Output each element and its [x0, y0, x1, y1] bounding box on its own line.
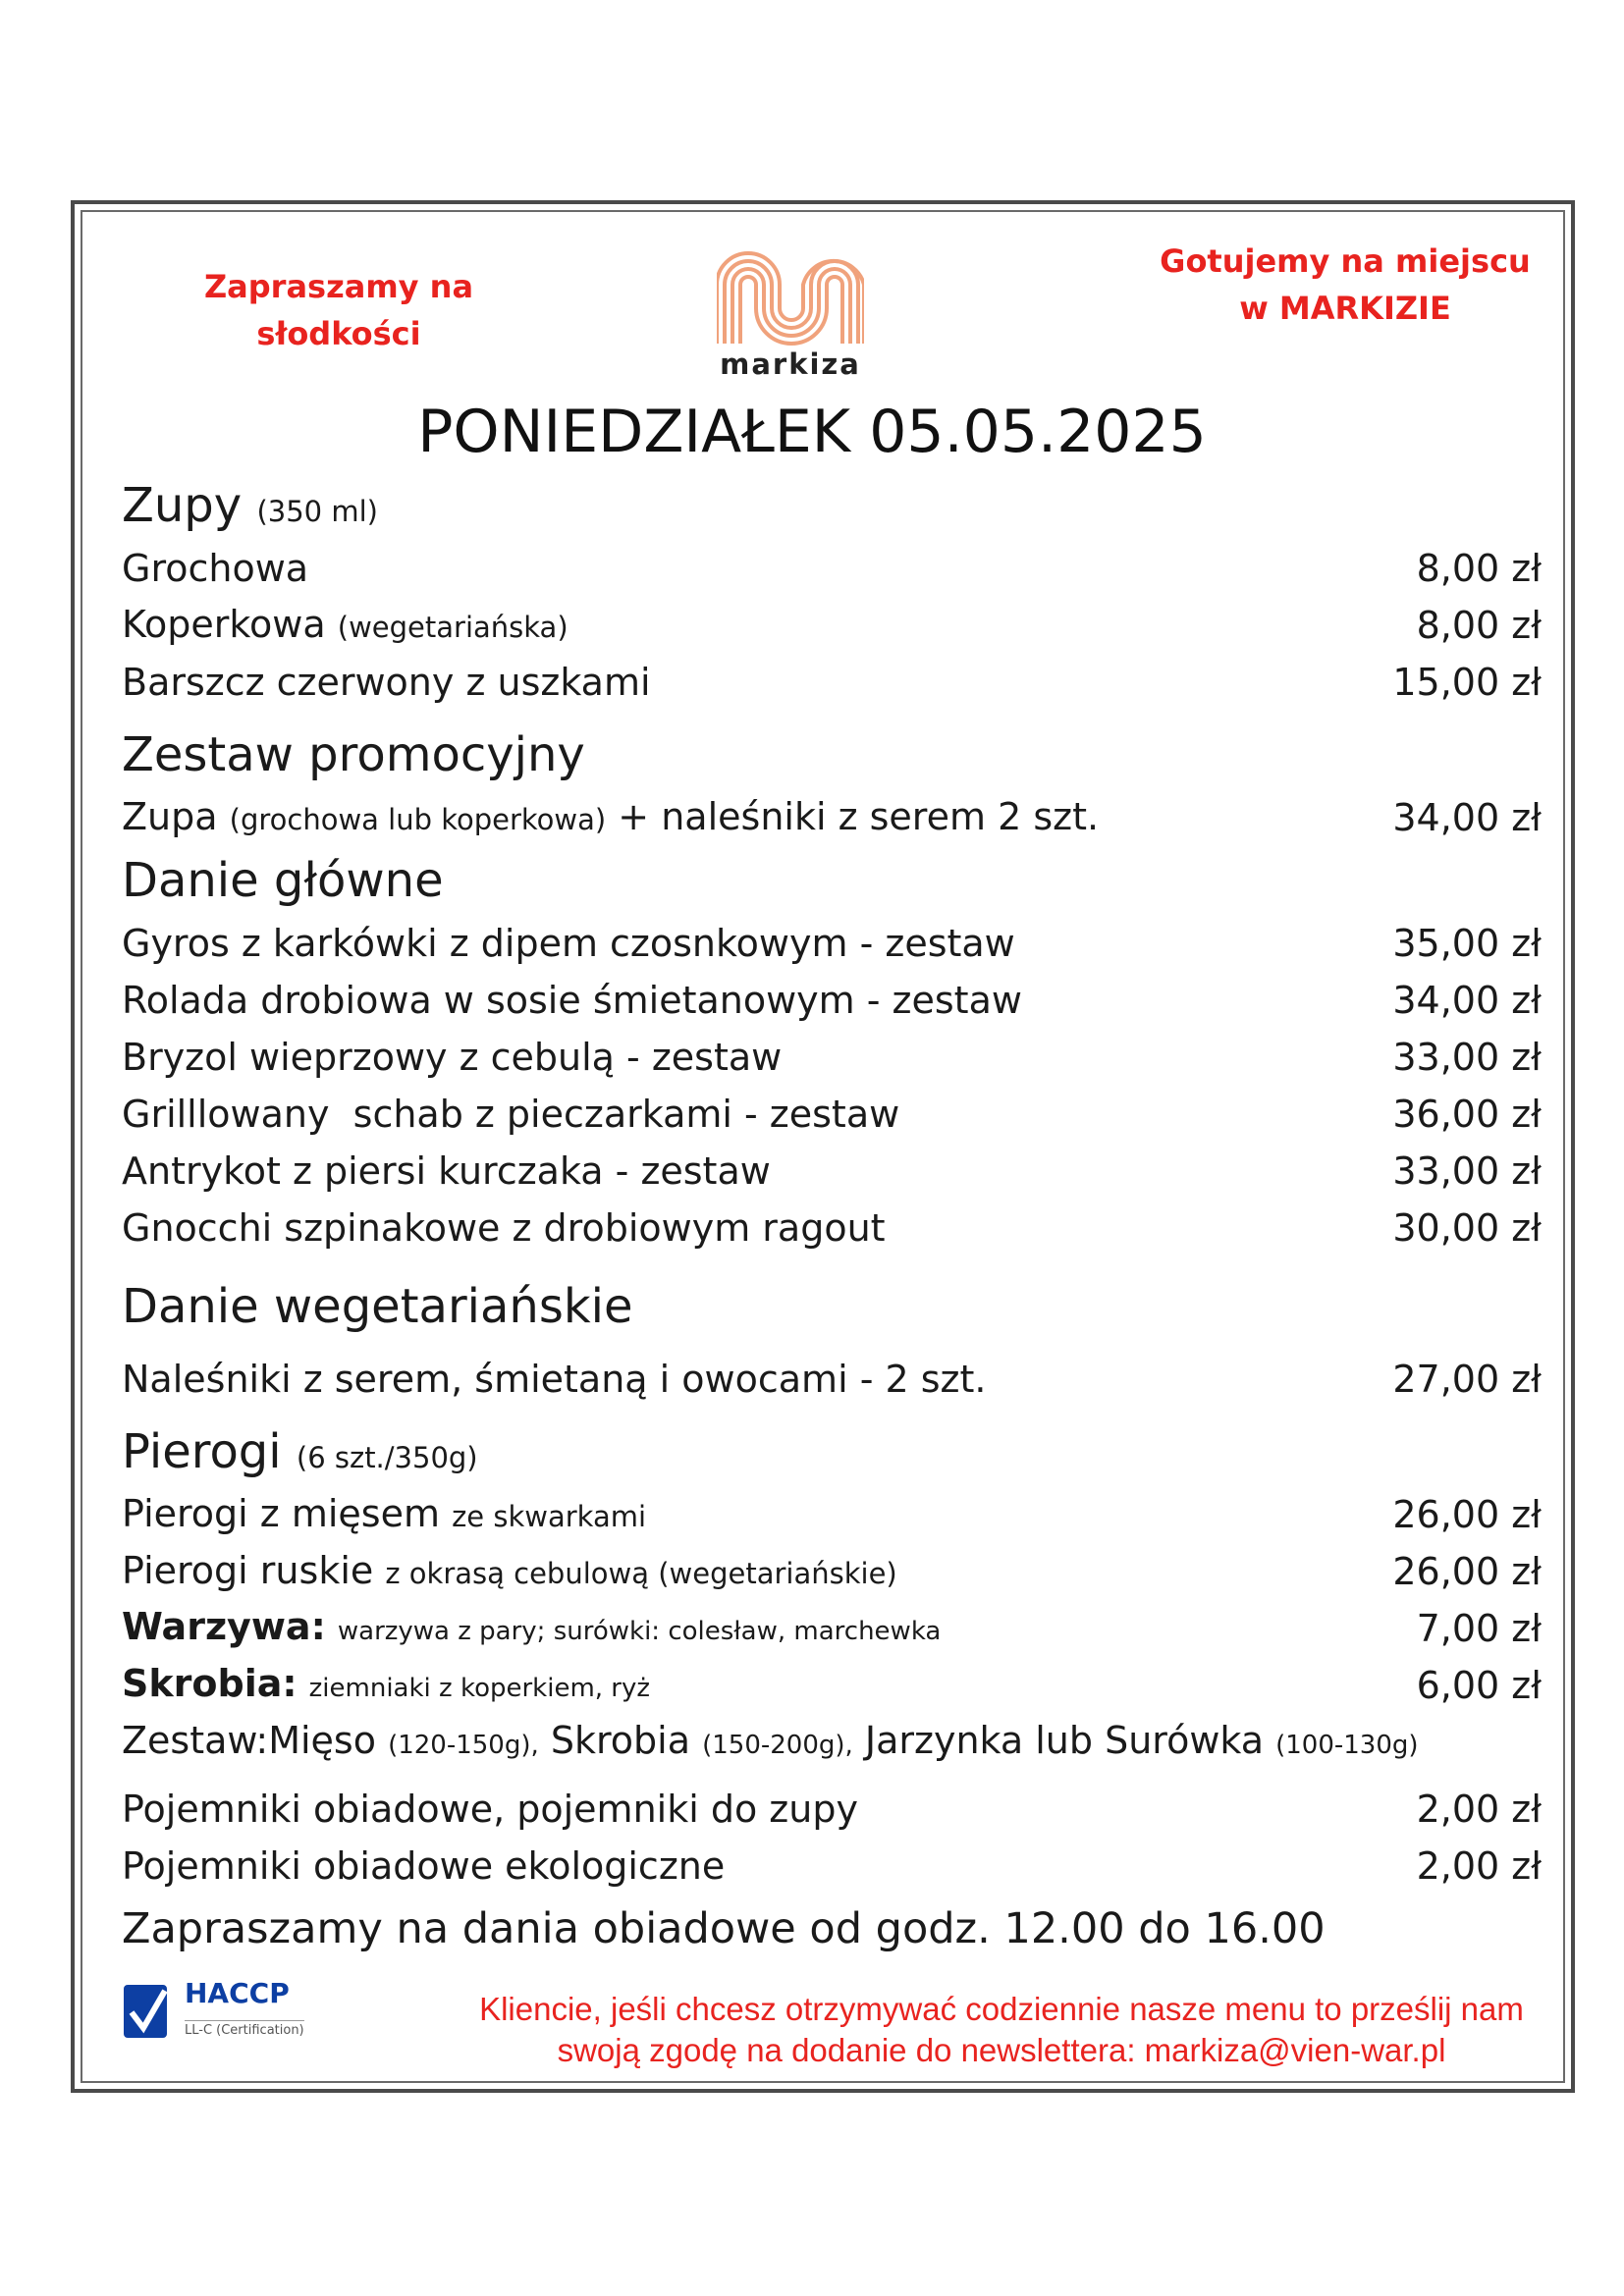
- markiza-logo-icon: [717, 245, 864, 347]
- item-name: [122, 596, 568, 656]
- menu-item: [122, 1143, 1542, 1200]
- item-name-main: Koperkowa: [122, 602, 326, 646]
- item-name: [122, 788, 1099, 848]
- category-title: Danie główne: [122, 853, 444, 908]
- menu-item: [122, 1200, 1542, 1256]
- category-vege: [122, 1272, 1542, 1341]
- zestaw-meat-amount: (120-150g),: [388, 1730, 539, 1760]
- item-detail: (grochowa lub koperkowa): [229, 802, 607, 836]
- menu-item: [122, 915, 1542, 972]
- category-note: (6 szt./350g): [296, 1441, 478, 1474]
- item-price: 34,00 zł: [1392, 979, 1542, 1022]
- newsletter-line2: swoją zgodę na dodanie do newslettera: markiza@vien-war.pl: [557, 2032, 1446, 2068]
- item-price: 2,00 zł: [1416, 1844, 1542, 1888]
- item-name: Grilllowany schab z pieczarkami - zestaw: [122, 1093, 900, 1136]
- menu-item: [122, 1351, 1542, 1408]
- menu-item: [122, 654, 1542, 711]
- item-price: 2,00 zł: [1416, 1788, 1542, 1831]
- sweets-invite: [196, 263, 481, 357]
- item-name: Pojemniki obiadowe ekologiczne: [122, 1844, 726, 1888]
- item-price: 26,00 zł: [1392, 1550, 1542, 1593]
- haccp-subtitle: LL-C (Certification): [185, 2020, 304, 2038]
- item-label: Warzywa:: [122, 1604, 326, 1648]
- item-name: [122, 1485, 646, 1545]
- zestaw-info: [122, 1714, 1542, 1771]
- menu-item: [122, 972, 1542, 1029]
- menu-item: [122, 1838, 1542, 1895]
- menu-item: [122, 1486, 1542, 1543]
- menu-item: [122, 1781, 1542, 1838]
- item-name: Naleśniki z serem, śmietaną i owocami - 2 szt.: [122, 1358, 987, 1401]
- item-name: Barszcz czerwony z uszkami: [122, 661, 651, 704]
- item-detail: ziemniaki z koperkiem, ryż: [308, 1673, 651, 1703]
- item-price: 35,00 zł: [1392, 922, 1542, 965]
- item-price: 8,00 zł: [1416, 547, 1542, 590]
- item-price: 27,00 zł: [1392, 1358, 1542, 1401]
- category-soups: [122, 471, 1542, 540]
- menu-item-skrobia: [122, 1657, 1542, 1714]
- item-name: [122, 1542, 897, 1602]
- item-price: 34,00 zł: [1392, 796, 1542, 839]
- closing-hours: Zapraszamy na dania obiadowe od godz. 12.00 do 16.00: [122, 1904, 1326, 1953]
- sweets-invite-line2: słodkości: [256, 315, 421, 352]
- item-detail: (wegetariańska): [337, 610, 568, 644]
- category-title: Danie wegetariańskie: [122, 1279, 633, 1334]
- menu-item: [122, 789, 1542, 846]
- zestaw-info-text: [122, 1712, 1419, 1774]
- item-price: 36,00 zł: [1392, 1093, 1542, 1136]
- item-name: [122, 1655, 650, 1717]
- cooking-note: [1149, 238, 1542, 332]
- haccp-check-icon: [122, 1983, 171, 2040]
- cooking-note-line1: Gotujemy na miejscu: [1160, 242, 1531, 280]
- category-title: Pierogi: [122, 1424, 282, 1479]
- markiza-logo: [717, 245, 864, 388]
- item-price: 33,00 zł: [1392, 1036, 1542, 1079]
- menu-item: [122, 1543, 1542, 1600]
- menu-item: [122, 540, 1542, 597]
- zestaw-veg-amount: (100-130g): [1275, 1730, 1419, 1760]
- menu-item: [122, 597, 1542, 654]
- category-pierogi: [122, 1417, 1542, 1486]
- category-mains: [122, 846, 1542, 915]
- item-price: 26,00 zł: [1392, 1493, 1542, 1536]
- item-price: 8,00 zł: [1416, 604, 1542, 647]
- menu-list: [122, 471, 1542, 1963]
- category-title: Zupy: [122, 478, 243, 533]
- item-price: 33,00 zł: [1392, 1149, 1542, 1193]
- category-note: (350 ml): [256, 495, 378, 528]
- item-price: 30,00 zł: [1392, 1206, 1542, 1250]
- item-detail: ze skwarkami: [452, 1499, 647, 1533]
- item-name: Gyros z karkówki z dipem czosnkowym - zestaw: [122, 922, 1015, 965]
- item-name: Gnocchi szpinakowe z drobiowym ragout: [122, 1206, 886, 1250]
- item-name-rest: + naleśniki z serem 2 szt.: [618, 794, 1100, 838]
- item-detail: warzywa z pary; surówki: colesław, marchewka: [337, 1616, 942, 1646]
- zestaw-veg: Jarzynka lub Surówka: [864, 1718, 1265, 1762]
- item-name-main: Pierogi ruskie: [122, 1548, 374, 1592]
- item-price: 6,00 zł: [1416, 1664, 1542, 1707]
- newsletter-line1: Kliencie, jeśli chcesz otrzymywać codziennie nasze menu to prześlij nam: [479, 1991, 1524, 2027]
- category-title: Zestaw promocyjny: [122, 727, 585, 782]
- haccp-title: HACCP: [185, 1977, 290, 2009]
- item-name: Bryzol wieprzowy z cebulą - zestaw: [122, 1036, 783, 1079]
- item-detail: z okrasą cebulową (wegetariańskie): [385, 1556, 897, 1590]
- menu-item: [122, 1029, 1542, 1086]
- item-name: [122, 1598, 941, 1660]
- category-promo: [122, 721, 1542, 789]
- sweets-invite-line1: Zapraszamy na: [203, 268, 474, 305]
- day-title: PONIEDZIAŁEK 05.05.2025: [417, 398, 1207, 466]
- zestaw-starch: Skrobia: [550, 1718, 690, 1762]
- item-label: Skrobia:: [122, 1661, 298, 1705]
- zestaw-meat: Zestaw:Mięso: [122, 1718, 376, 1762]
- item-name-main: Pierogi z mięsem: [122, 1491, 440, 1535]
- item-name: Grochowa: [122, 547, 309, 590]
- item-price: 7,00 zł: [1416, 1607, 1542, 1650]
- item-price: 15,00 zł: [1392, 661, 1542, 704]
- zestaw-starch-amount: (150-200g),: [702, 1730, 853, 1760]
- haccp-badge-block: [122, 1973, 318, 2048]
- cooking-note-line2: w MARKIZIE: [1239, 290, 1451, 327]
- item-name: Antrykot z piersi kurczaka - zestaw: [122, 1149, 771, 1193]
- logo-text: markiza: [720, 347, 861, 381]
- item-name: Pojemniki obiadowe, pojemniki do zupy: [122, 1788, 858, 1831]
- newsletter-note: [412, 1989, 1591, 2071]
- item-name-main: Zupa: [122, 794, 218, 838]
- item-name: Rolada drobiowa w sosie śmietanowym - zestaw: [122, 979, 1022, 1022]
- menu-item-warzywa: [122, 1600, 1542, 1657]
- menu-item: [122, 1086, 1542, 1143]
